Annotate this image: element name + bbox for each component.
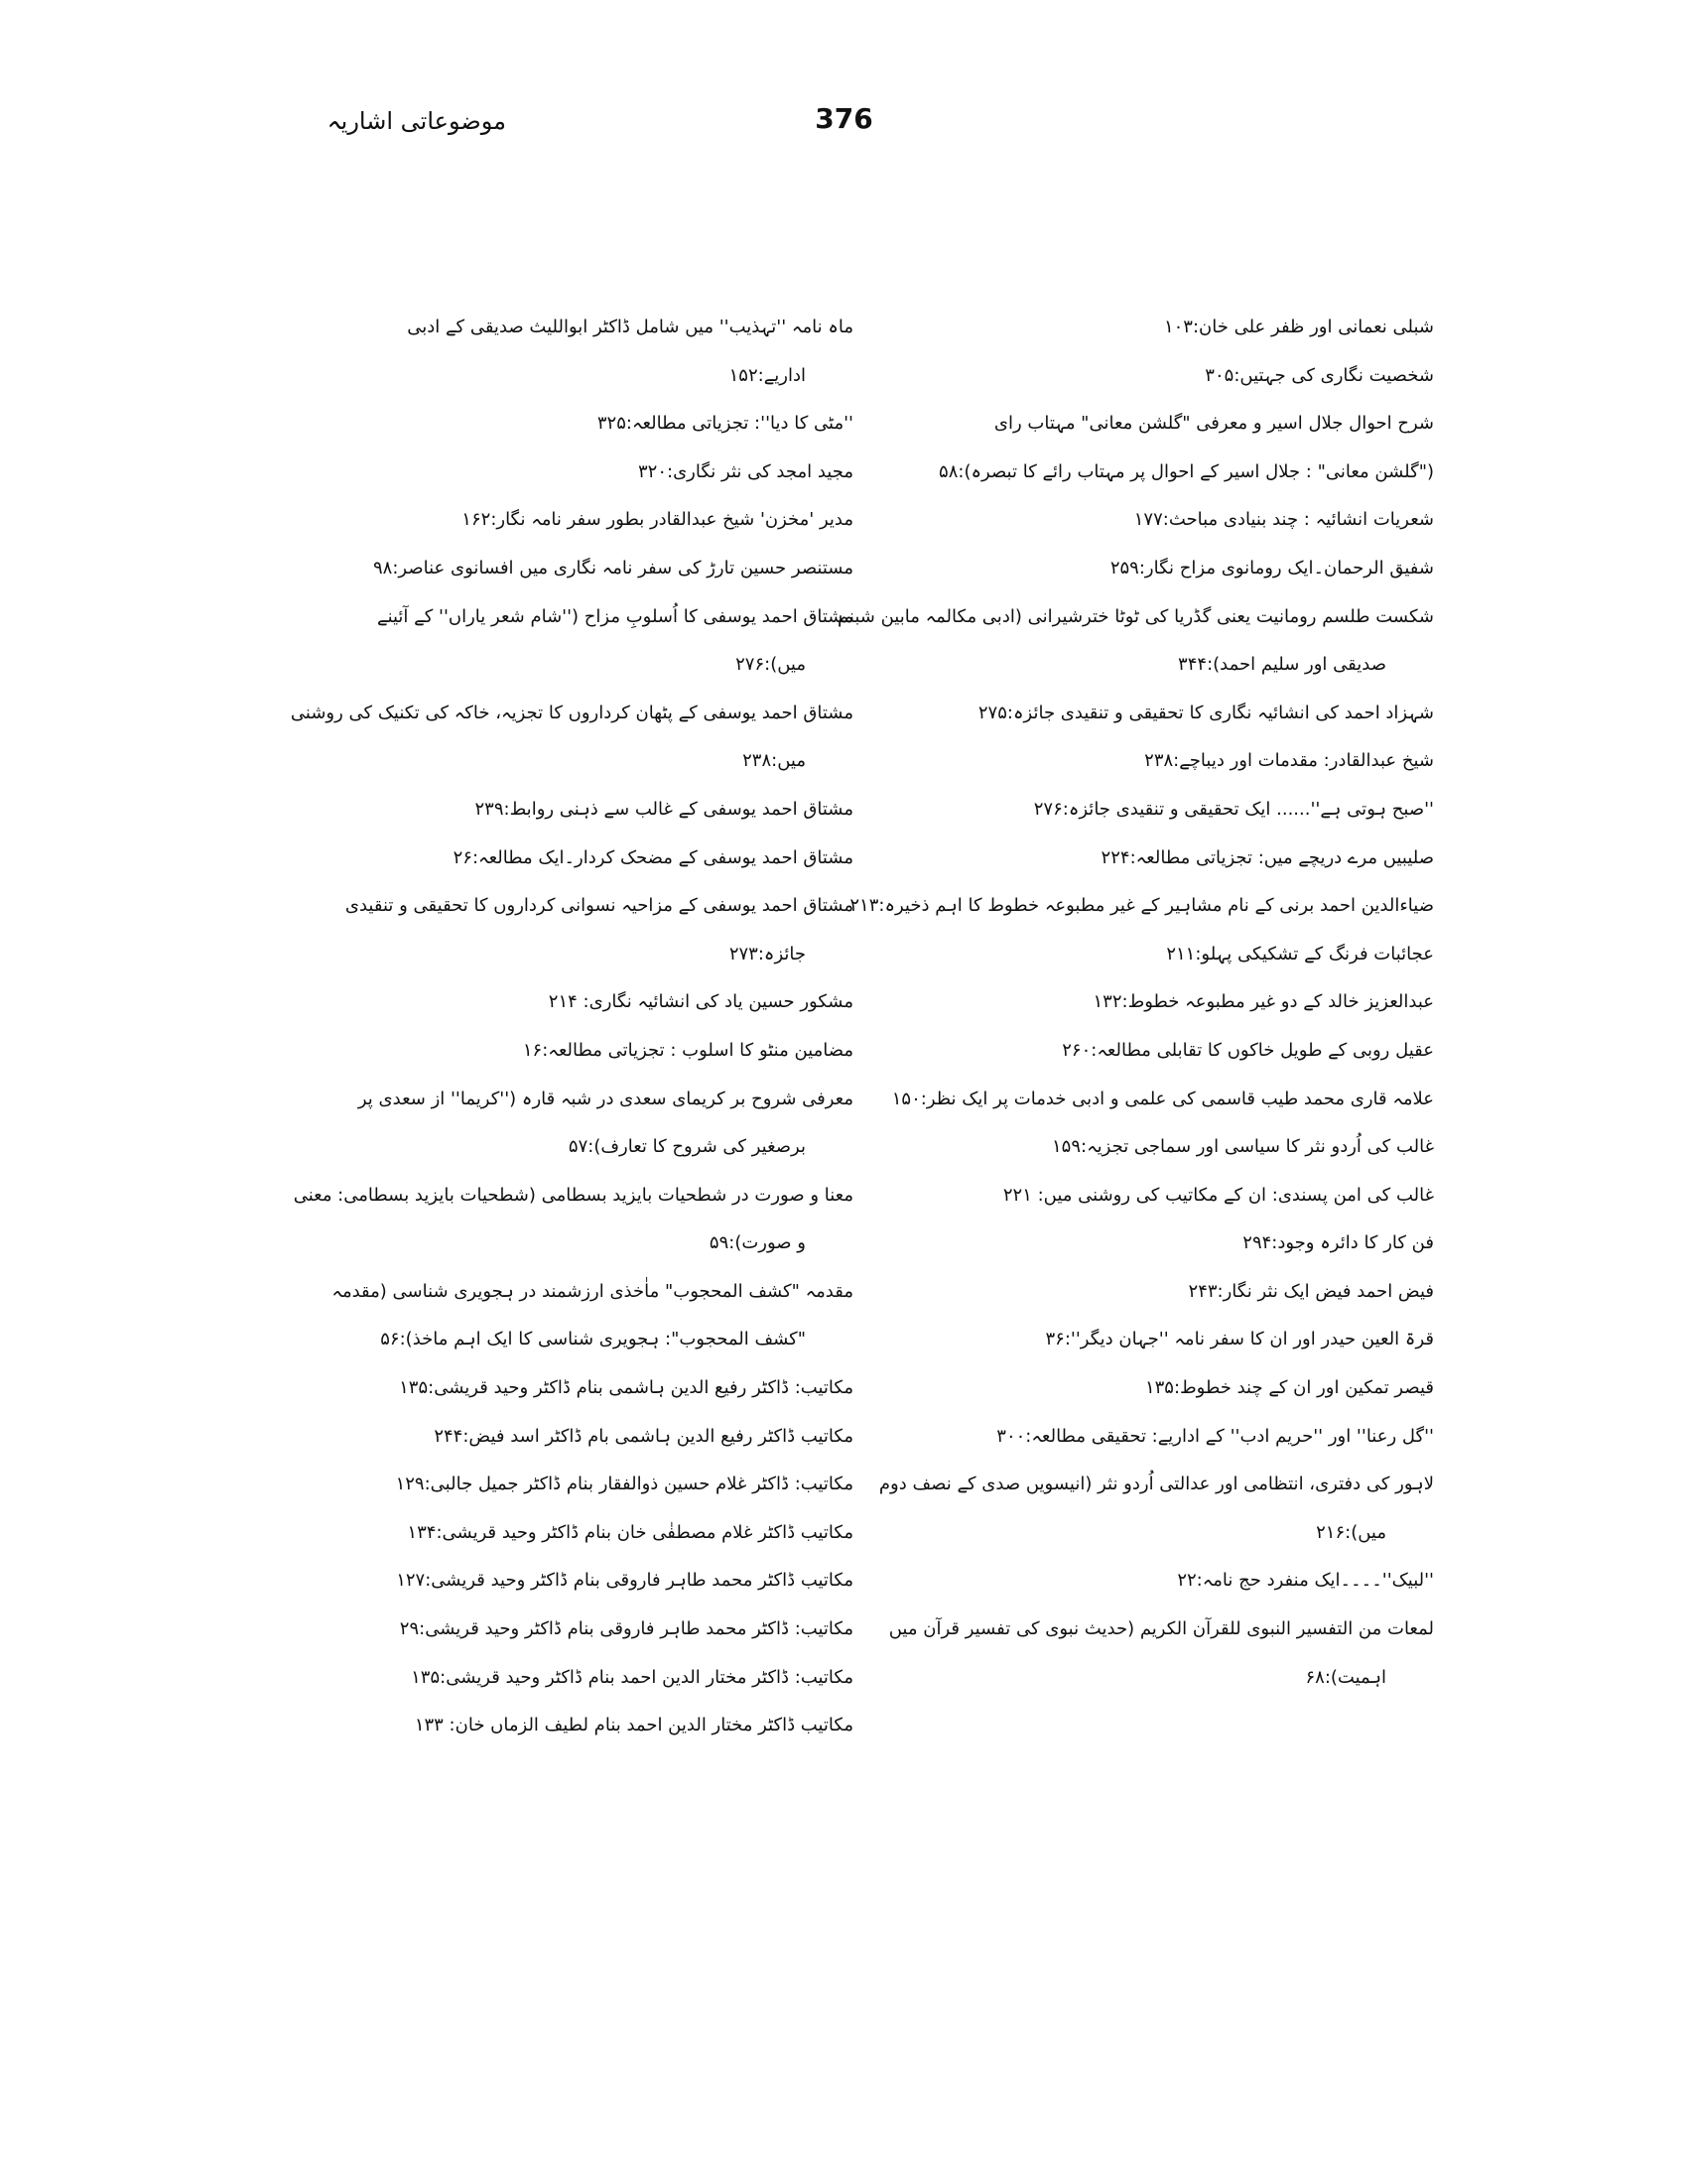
index-entry: مکاتیب ڈاکٹر غلام مصطفٰی خان بنام ڈاکٹر وحید قریشی:۱۳۴ <box>407 1521 853 1543</box>
index-entry: شہزاد احمد کی انشائیہ نگاری کا تحقیقی و تنقیدی جائزہ:۲۷۵ <box>977 702 1434 723</box>
index-entry: مشکور حسین یاد کی انشائیہ نگاری: ۲۱۴ <box>548 991 853 1013</box>
index-column-right <box>837 304 1434 1702</box>
running-head-title: موضوعاتی اشاریہ <box>326 107 506 135</box>
index-entry: مشتاق احمد یوسفی کا اُسلوبِ مزاح (''شام شعر یاراں'' کے آئینے <box>377 605 853 627</box>
index-entry: لاہور کی دفتری، انتظامی اور عدالتی اُردو نثر (انیسویں صدی کے نصف دوم <box>878 1474 1434 1495</box>
index-entry: قرۃ العین حیدر اور ان کا سفر نامہ ''جہان دیگر'':۳۶ <box>1045 1329 1434 1350</box>
index-entry: شیخ عبدالقادر: مقدمات اور دیباچے:۲۳۸ <box>1144 750 1434 772</box>
index-entry: ''گل رعنا'' اور ''حریم ادب'' کے اداریے: تحقیقی مطالعہ:۳۰۰ <box>996 1425 1434 1447</box>
index-entry: معرفی شروح بر کریمای سعدی در شبہ قارہ (''کریما'' از سعدی پر <box>357 1088 853 1109</box>
index-entry: علامہ قاری محمد طیب قاسمی کی علمی و ادبی خدمات پر ایک نظر:۱۵۰ <box>891 1088 1434 1109</box>
index-entry: عجائبات فرنگ کے تشکیکی پہلو:۲۱۱ <box>1166 943 1434 964</box>
index-entry: مکاتیب: ڈاکٹر محمد طاہر فاروقی بنام ڈاکٹر وحید قریشی:۲۹ <box>399 1618 853 1640</box>
index-entry: شبلی نعمانی اور ظفر علی خان:۱۰۳ <box>1163 317 1434 337</box>
index-entry: مقدمہ "کشف المحجوب" ماٰخذی ارزشمند در ہجویری شناسی (مقدمہ <box>331 1280 853 1302</box>
index-entry: معنا و صورت در شطحیات بایزید بسطامی (شطحیات بایزید بسطامی: معنی <box>293 1184 853 1206</box>
index-entry: لمعات من التفسیر النبوی للقرآن الکریم (حدیث نبوی کی تفسیر قرآن میں <box>888 1618 1434 1640</box>
index-entry-continuation: برصغیر کی شروح کا تعارف):۵۷ <box>568 1136 806 1158</box>
index-entry-continuation: اہمیت):۶۸ <box>1305 1666 1386 1688</box>
index-entry: شفیق الرحمان۔ایک رومانوی مزاح نگار:۲۵۹ <box>1109 557 1434 578</box>
index-entry: عبدالعزیز خالد کے دو غیر مطبوعہ خطوط:۱۳۲ <box>1093 991 1434 1013</box>
index-entry: ماہ نامہ ''تہذیب'' میں شامل ڈاکٹر ابواللیث صدیقی کے ادبی <box>407 317 853 337</box>
index-entry: فن کار کا دائرہ وجود:۲۹۴ <box>1242 1232 1434 1254</box>
index-entry-continuation: جائزہ:۲۷۳ <box>728 943 806 964</box>
index-entry: قیصر تمکین اور ان کے چند خطوط:۱۳۵ <box>1144 1377 1434 1399</box>
index-entry: شعریات انشائیہ : چند بنیادی مباحث:۱۷۷ <box>1133 509 1434 531</box>
index-entry: مشتاق احمد یوسفی کے مضحک کردار۔ایک مطالعہ:۲۶ <box>453 846 853 868</box>
index-entry: غالب کی اُردو نثر کا سیاسی اور سماجی تجزیہ:۱۵۹ <box>1052 1136 1434 1158</box>
page-number: 376 <box>815 102 873 135</box>
index-entry: شکست طلسم رومانیت یعنی گڈریا کی ٹوٹا خترشیرانی (ادبی مکالمہ مابین شبنم <box>837 605 1434 627</box>
index-entry-continuation: میں):۲۷۶ <box>735 654 806 676</box>
index-entry: مکاتیب: ڈاکٹر مختار الدین احمد بنام ڈاکٹر وحید قریشی:۱۳۵ <box>411 1666 853 1688</box>
index-entry: مدیر 'مخزن' شیخ عبدالقادر بطور سفر نامہ نگار:۱۶۲ <box>461 509 853 531</box>
index-entry-continuation: صدیقی اور سلیم احمد):۳۴۴ <box>1178 654 1386 676</box>
index-entry: مکاتیب ڈاکٹر محمد طاہر فاروقی بنام ڈاکٹر وحید قریشی:۱۲۷ <box>396 1570 853 1592</box>
index-entry: مشتاق احمد یوسفی کے پٹھان کرداروں کا تجزیہ، خاکہ کی تکنیک کی روشنی <box>290 702 853 723</box>
index-entry-continuation: اداریے:۱۵۲ <box>728 364 806 386</box>
index-entry: مجید امجد کی نثر نگاری:۳۲۰ <box>638 460 853 482</box>
index-entry: مستنصر حسین تارڑ کی سفر نامہ نگاری میں افسانوی عناصر:۹۸ <box>373 557 853 578</box>
index-entry: مشتاق احمد یوسفی کے مزاحیہ نسوانی کرداروں کا تحقیقی و تنقیدی <box>344 895 853 917</box>
index-entry: صلیبیں مرے دریچے میں: تجزیاتی مطالعہ:۲۲۴ <box>1101 846 1434 868</box>
index-entry-continuation: "کشف المحجوب": ہجویری شناسی کا ایک اہم ماخذ):۵۶ <box>380 1329 806 1350</box>
index-entry: ''صبح ہوتی ہے''...... ایک تحقیقی و تنقیدی جائزہ:۲۷۶ <box>1033 798 1434 820</box>
index-entry-continuation: میں:۲۳۸ <box>742 750 806 772</box>
index-entry: مکاتیب ڈاکٹر رفیع الدین ہاشمی بام ڈاکٹر اسد فیض:۲۴۴ <box>434 1425 853 1447</box>
index-entry: ضیاءالدین احمد برنی کے نام مشاہیر کے غیر مطبوعہ خطوط کا اہم ذخیرہ:۲۱۳ <box>849 895 1434 917</box>
index-entry: مشتاق احمد یوسفی کے غالب سے ذہنی روابط:۲۳۹ <box>474 798 853 820</box>
index-entry: مکاتیب: ڈاکٹر غلام حسین ذوالفقار بنام ڈاکٹر جمیل جالبی:۱۲۹ <box>395 1474 853 1495</box>
index-entry: مضامین منٹو کا اسلوب : تجزیاتی مطالعہ:۱۶ <box>522 1039 853 1061</box>
index-entry: شرح احوال جلال اسیر و معرفی "گلشن معانی" مہتاب رای <box>993 413 1434 435</box>
index-entry-continuation: میں):۲۱۶ <box>1316 1521 1386 1543</box>
index-entry: فیض احمد فیض ایک نثر نگار:۲۴۳ <box>1188 1280 1434 1302</box>
index-entry: مکاتیب: ڈاکٹر رفیع الدین ہاشمی بنام ڈاکٹر وحید قریشی:۱۳۵ <box>399 1377 853 1399</box>
index-entry: ''لبیک''۔۔۔۔ایک منفرد حج نامہ:۲۲ <box>1177 1570 1434 1592</box>
index-entry: ("گلشن معانی" : جلال اسیر کے احوال پر مہتاب رائے کا تبصرہ):۵۸ <box>939 460 1434 482</box>
index-entry: ''مٹی کا دیا'': تجزیاتی مطالعہ:۳۲۵ <box>596 413 853 435</box>
index-entry: غالب کی امن پسندی: ان کے مکاتیب کی روشنی میں: ۲۲۱ <box>1002 1184 1434 1206</box>
index-entry: عقیل روبی کے طویل خاکوں کا تقابلی مطالعہ:۲۶۰ <box>1062 1039 1434 1061</box>
index-entry: شخصیت نگاری کی جہتیں:۳۰۵ <box>1205 364 1434 386</box>
index-entry-continuation: و صورت):۵۹ <box>709 1232 806 1254</box>
index-entry: مکاتیب ڈاکٹر مختار الدین احمد بنام لطیف الزماں خان: ۱۳۳ <box>414 1715 853 1736</box>
index-column-left <box>290 304 853 1750</box>
